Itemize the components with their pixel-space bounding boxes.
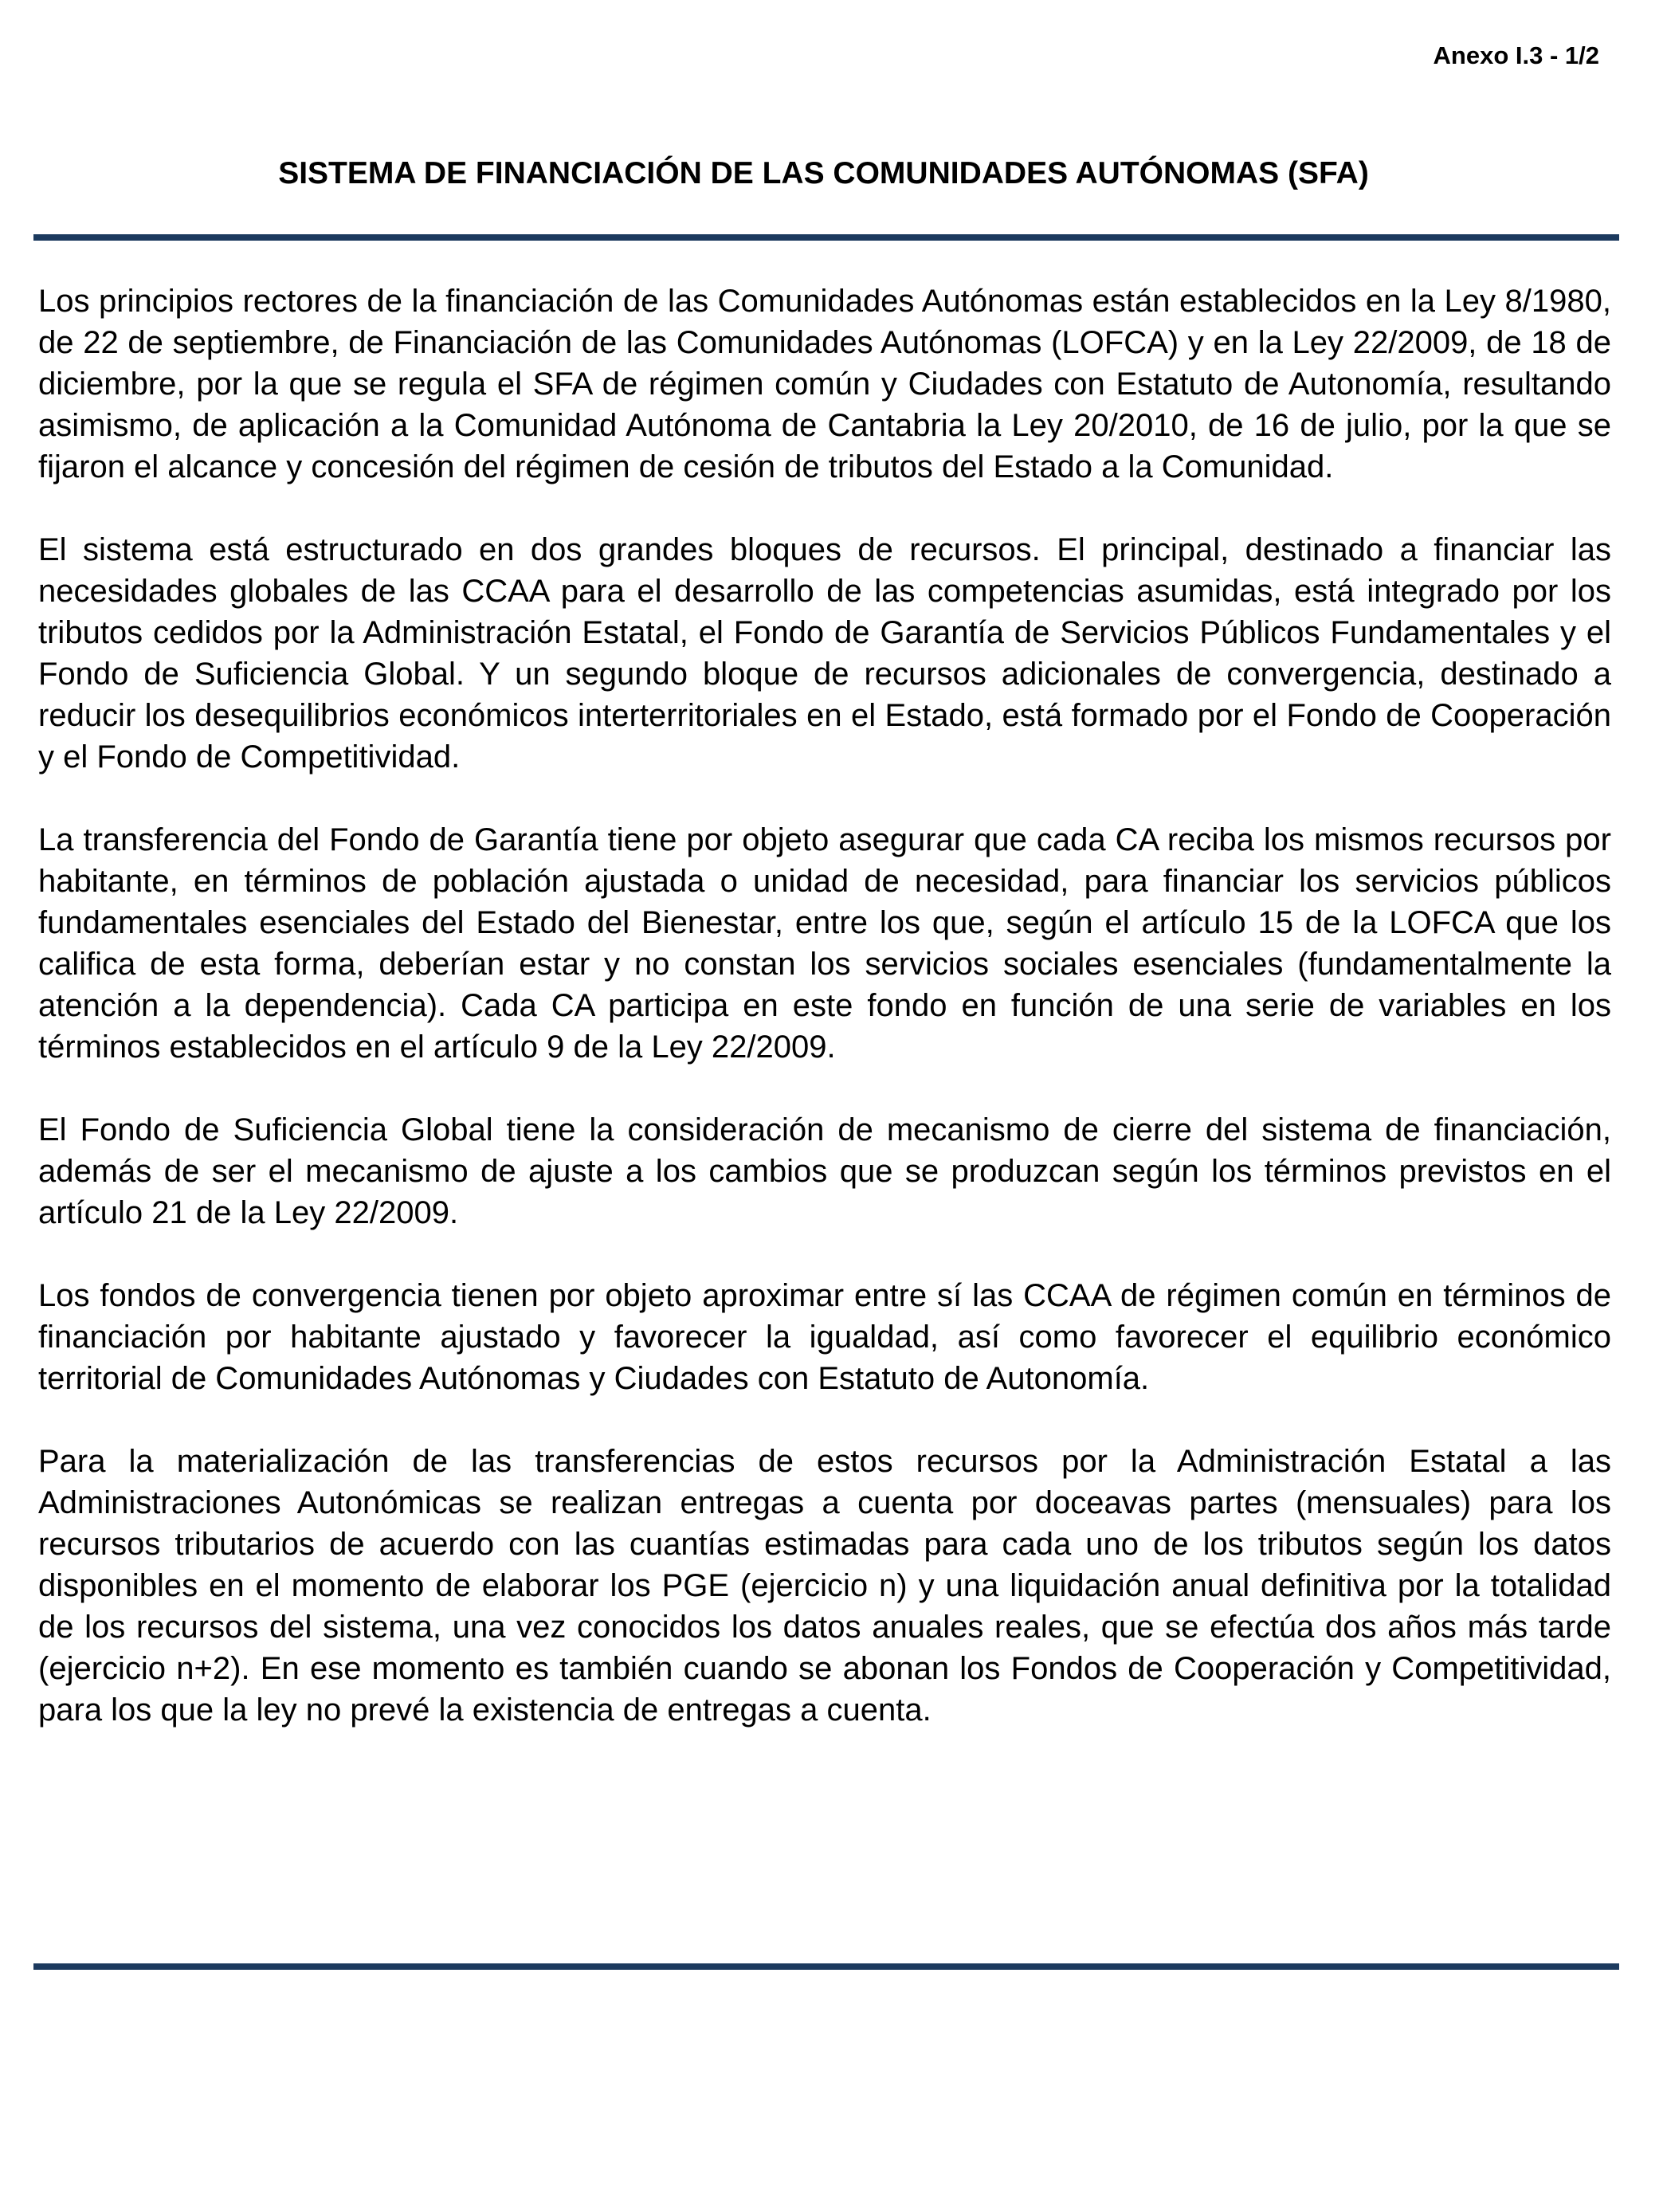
annex-reference: Anexo I.3 - 1/2 — [1433, 41, 1599, 69]
paragraph-convergence-funds: Los fondos de convergencia tienen por objeto aproximar entre sí las CCAA de régimen común en términos de financiación por habitante ajustado y favorecer la igualdad, así como favorecer el equilibrio económico territorial de Comunidades Autónomas y Ciudades con Estatuto de Autonomía. — [38, 1278, 1611, 1396]
bottom-divider — [33, 1963, 1619, 1970]
paragraph-transfers: Para la materialización de las transferencias de estos recursos por la Administración Estatal a las Administraciones Autonómicas se realizan entregas a cuenta por doceavas partes (mensuales) para los recursos tributarios de acuerdo con las cuantías estimadas para cada uno de los tributos según los datos disponibles en el momento de elaborar los PGE (ejercicio n) y una liquidación anual definitiva por la totalidad de los recursos del sistema, una vez conocidos los datos anuales reales, que se efectúa dos años más tarde (ejercicio n+2). En ese momento es también cuando se abonan los Fondos de Cooperación y Competitividad, para los que la ley no prevé la existencia de entregas a cuenta. — [38, 1444, 1611, 1728]
paragraph-system-structure: El sistema está estructurado en dos grandes bloques de recursos. El principal, destinado a financiar las necesidades globales de las CCAA para el desarrollo de las competencias asumidas, está integrado por los tributos cedidos por la Administración Estatal, el Fondo de Garantía de Servicios Públicos Fundamentales y el Fondo de Suficiencia Global. Y un segundo bloque de recursos adicionales de convergencia, destinado a reducir los desequilibrios económicos interterritoriales en el Estado, está formado por el Fondo de Cooperación y el Fondo de Competitividad. — [38, 532, 1611, 775]
paragraph-guarantee-fund: La transferencia del Fondo de Garantía tiene por objeto asegurar que cada CA reciba los mismos recursos por habitante, en términos de población ajustada o unidad de necesidad, para financiar los servicios públicos fundamentales esenciales del Estado del Bienestar, entre los que, según el artículo 15 de la LOFCA que los califica de esta forma, deberían estar y no constan los servicios sociales esenciales (fundamentalmente la atención a la dependencia). Cada CA participa en este fondo en función de una serie de variables en los términos establecidos en el artículo 9 de la Ley 22/2009. — [38, 822, 1611, 1065]
paragraph-sufficiency-fund: El Fondo de Suficiencia Global tiene la consideración de mecanismo de cierre del sistema de financiación, además de ser el mecanismo de ajuste a los cambios que se produzcan según los términos previstos en el artículo 21 de la Ley 22/2009. — [38, 1112, 1611, 1230]
document-title: SISTEMA DE FINANCIACIÓN DE LAS COMUNIDADES AUTÓNOMAS (SFA) — [278, 156, 1369, 190]
top-divider — [33, 234, 1619, 241]
document-body — [38, 280, 1611, 1772]
paragraph-legal-framework: Los principios rectores de la financiación de las Comunidades Autónomas están establecidos en la Ley 8/1980, de 22 de septiembre, de Financiación de las Comunidades Autónomas (LOFCA) y en la Ley 22/2009, de 18 de diciembre, por la que se regula el SFA de régimen común y Ciudades con Estatuto de Autonomía, resultando asimismo, de aplicación a la Comunidad Autónoma de Cantabria la Ley 20/2010, de 16 de julio, por la que se fijaron el alcance y concesión del régimen de cesión de tributos del Estado a la Comunidad. — [38, 284, 1611, 484]
